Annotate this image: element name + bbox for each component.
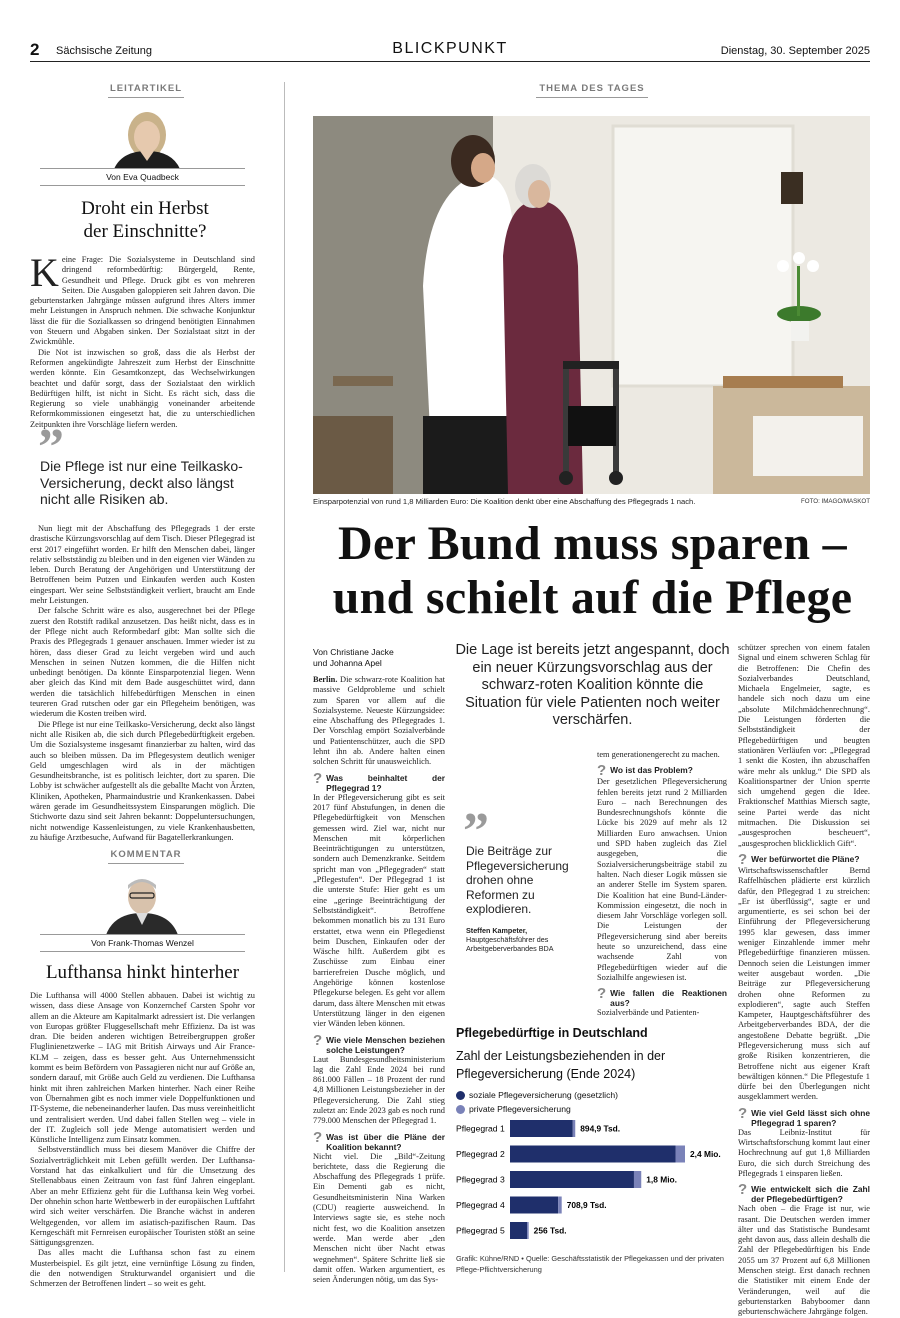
bar-segment-gesetzlich [510, 1197, 558, 1214]
question-6 [738, 850, 870, 868]
authors-line1: Von Christiane Jacke [313, 647, 394, 657]
answer-8: Nach oben – die Frage ist nur, wie rasant. Die Deutschen werden immer älter und das Statistische Bundesamt geht davon aus, dass allein deshalb die Zahl der Pflegebedürftigen bis Ende 2055 um 37 Prozent auf 6,8 Millionen Menschen steigt. Erst danach rechnen die Statistiker mit einem Ende der Veränderungen, weil auf die geburtenstarken Babyboomer dann geburtenschwächere Jahrgänge folgen. [738, 1204, 870, 1317]
leitartikel-p3: Nun liegt mit der Abschaffung des Pflegegrads 1 der erste drastische Kürzungsvorschlag auf dem Tisch. Dieser Pflegegrad ist erst 2017 eingeführt worden. Er hilft den Menschen dabei, länger relativ selbstständig zu bleiben und in den eigenen vier Wänden zu leben. Durch Beratung der Angehörigen und Unterstützung der Betroffenen beim Putzen und Einkaufen werden auch Kosten eingespart. Wer seine Selbstständigkeit verliert, braucht am Ende mehr Leistungen. [30, 524, 255, 606]
article-col-2 [597, 750, 727, 1019]
photo-illustration [313, 116, 870, 494]
question-5-text: Wie fallen die Reaktionen aus? [610, 988, 727, 1009]
answer-6: Wirtschaftswissenschaftler Bernd Raffelhüschen plädierte erst kürzlich dafür, den Pflegegrad 1 zu streichen: „Er ist überflüssig“, sagte er und argumentierte, es sei schon bei der Einführung der Pflegeversicherung 1995 klar gewesen, dass immer weniger Einzahlende immer mehr Pflegebedürftige finanzieren müssen. Dennoch seien die Leistungen immer weiter ausgebaut worden. „Die Beiträge zur Pflegeversicherung drohen ohne Reformen zu explodieren“, sagte auch Steffen Kampeter, Hauptgeschäftsführer des Arbeitgeberverbandes BDA, der die angestoßene Debatte begrüßt. „Die Pflegeversicherung muss sich auf große Risiken konzentrieren, die Betroffene nicht aus eigener Kraft bewältigen können.“ Die Pflegestufe 1 dürfe bei den Überlegungen nicht ausgeklammert werden. [738, 865, 870, 1102]
category-label: Pflegegrad 5 [456, 1225, 505, 1236]
legend-label-gesetzlich: soziale Pflegeversicherung (gesetzlich) [469, 1090, 619, 1100]
bar-segment-privat [573, 1120, 575, 1137]
question-2-text: Wie viele Menschen beziehen solche Leistungen? [326, 1034, 445, 1055]
author-photo-quadbeck [112, 103, 182, 169]
question-2 [313, 1031, 445, 1055]
kampeter-attribution [466, 926, 591, 953]
question-1-text: Was beinhaltet der Pflegegrad 1? [326, 772, 445, 793]
thema-kicker: THEMA DES TAGES [536, 83, 648, 98]
answer-4: Der gesetzlichen Pflegeversicherung fehlen bereits jetzt rund 2 Milliarden Euro – nach Berechnungen des Bundesrechnungshofs könnte die Lücke bis 2029 auf mehr als 12 Milliarden Euro anwachsen. Union und SPD haben zugleich das Ziel ausgegeben, die Sozialversicherungsbeiträge stabil zu halten. Nach dieser Logik müssen sie an anderer Stelle im System sparen. Die Koalition hat eine Bund-Länder-Kommission eingesetzt, die noch in diesem Jahr Vorschläge vorlegen soll. Die Leistungen der Pflegeversicherung sind aber bereits heute so unzureichend, dass eine wachsende Zahl von Pflegebedürftigen wieder auf die Sozialhilfe angewiesen ist. [597, 777, 727, 982]
question-icon: ? [738, 1181, 748, 1199]
answer-3: Nicht viel. Die „Bild“-Zeitung berichtete, dass die Regierung die Abschaffung des Pflegegrads 1 prüfe. Ein Dementi gab es nicht, Gesundheitsministerin Nina Warken (CDU) reagierte ausweichend. In Interviews sagte sie, es stehe noch nicht fest, wo die Koalition ansetzen werde. Man werde aber „den Menschen nicht über Nacht etwas wegnehmen“. Spätere Schritte ließ sie damit offen. Warken argumentiert, es seien Änderungen nötig, um das Sys- [313, 1151, 445, 1285]
photo-caption: Einsparpotenzial von rund 1,8 Milliarden Euro: Die Koalition denkt über eine Abschaffung des Pflegegrads 1 nach. [313, 497, 696, 506]
column-divider [284, 82, 285, 1272]
legend-item-gesetzlich [456, 1090, 618, 1100]
page-header [30, 40, 870, 62]
bar-segment-gesetzlich [510, 1222, 527, 1239]
leitartikel-body-2 [30, 524, 255, 843]
kommentar-body [30, 991, 255, 1290]
leitartikel-p1: eine Frage: Die Sozialsysteme in Deutschland sind dringend reformbedürftig: Bürgergeld, Rente, Gesundheit und Pflege. Druck gibt es von mehreren Seiten. Die Ausgaben galoppieren seit Jahren davon. Die geburtenstarken Jahrgänge müssen aufgrund ihres Alters immer mehr Leistungen in Anspruch nehmen. Die schwache Konjunktur lässt die für die Sozialkassen so dringend benötigten Einnahmen von Steuern und Abgaben sinken. Der Sozialstaat sitzt in der Zwickmühle. [30, 255, 255, 347]
question-icon: ? [738, 1104, 748, 1122]
legend-swatch-gesetzlich [456, 1091, 465, 1100]
article-col-3 [738, 643, 870, 1318]
bar-segment-gesetzlich [510, 1171, 634, 1188]
kommentar-headline: Lufthansa hinkt hinterher [45, 962, 240, 983]
question-3-text: Was ist über die Pläne der Koalition bekannt? [326, 1131, 445, 1152]
category-label: Pflegegrad 3 [456, 1174, 505, 1185]
bar-segment-privat [558, 1197, 562, 1214]
section-title: BLICKPUNKT [392, 40, 508, 57]
bar-segment-gesetzlich [510, 1120, 573, 1137]
kampeter-quote: Die Beiträge zur Pflegeversicherung drohen ohne Reformen zu explodieren. [466, 844, 569, 916]
kommentar-p2: Selbstverständlich muss bei diesem Manöver die Chiffre der Sozialverträglichkeit mit Leben gefüllt werden. Der Lufthansa-Vorstand hat das einkalkuliert und für die Umsetzung des Stellenabbaus einen Zeitraum von fast fünf Jahren eingeplant. Aber an mehr Effizienz geht für die Lufthansa kein Weg vorbei. Der ohnehin schon harte Wettbewerb in der europäischen Luftfahrt wird sich weiter verschärfen. Die Branche wächst in anderen Weltgegenden, vor allem im asiatisch-pazifischen Raum. Das Kerngeschäft mit Fernreisen europäischer Touristen stößt an seine Sättigungsgrenzen. [30, 1145, 255, 1248]
answer-2: Laut Bundesgesundheitsministerium lag die Zahl Ende 2024 bei rund 861.000 Fällen – 18 Prozent der rund 4,8 Millionen Leistungsbezieher in der Pflegeversicherung. Die Zahl stieg zuletzt an: Ende 2023 gab es noch rund 779.000 Menschen der Pflegegrad 1. [313, 1054, 445, 1126]
lead-photo [313, 116, 870, 494]
question-icon: ? [313, 1031, 323, 1049]
chart-subtitle: Zahl der Leistungsbeziehenden in der Pflegeversicherung (Ende 2024) [456, 1049, 666, 1081]
quote-icon-2: ” [463, 803, 489, 860]
question-8-text: Wie entwickelt sich die Zahl der Pflegebedürftigen? [751, 1184, 870, 1205]
value-label: 256 Tsd. [533, 1225, 567, 1236]
leitartikel-kicker: LEITARTIKEL [108, 83, 184, 98]
bar-segment-privat [527, 1222, 529, 1239]
question-7 [738, 1104, 870, 1128]
question-icon: ? [313, 769, 323, 787]
quote-icon: ” [38, 419, 64, 476]
question-7-text: Wie viel Geld lässt sich ohne Pflegegrad 1 sparen? [751, 1107, 870, 1128]
chart-title: Pflegebedürftige in Deutschland [456, 1026, 648, 1040]
question-6-text: Wer befürwortet die Pläne? [751, 853, 860, 864]
answer-1: In der Pflegeversicherung gibt es seit 2017 fünf Abstufungen, in denen die Pflegebedürftigkeit von Menschen gemessen wird. Ziel war, nicht nur Menschen mit körperlichen Beeinträchtigungen zu unterstützen, sondern auch Demenzkranke. Seitdem spricht man von „Pflegegraden“ statt „Pflegestufen“. Der Pflegegrad 1 ist die unterste Stufe: Hier geht es um eine „geringe Beeinträchtigung der Selbstständigkeit“. Betroffene bekommen monatlich bis zu 131 Euro erstattet, etwa wenn ein Pflegedienst beim Duschen, Einkaufen oder der Wäsche hilft. Außerdem gibt es Zuschüsse zum Einbau einer barrierefreien Dusche möglich, und Angehörige können kostenlose Pflegekurse belegen. Es geht vor allem darum, dass ältere Menschen mit etwas Unterstützung länger in den eigenen vier Wänden leben können. [313, 792, 445, 1029]
newspaper-name: Sächsische Zeitung [56, 45, 152, 57]
quote-role: Hauptgeschäftsführer des Arbeitgeberverbandes BDA [466, 935, 554, 953]
category-label: Pflegegrad 2 [456, 1149, 505, 1159]
question-3 [313, 1128, 445, 1152]
leitartikel-body-1 [30, 250, 255, 430]
answer-5-cont: schützer sprechen von einem fatalen Signal und einem schweren Schlag für die Betroffenen: Die Chefin des Sozialverbandes Deutschland, Michaela Engelmeier, sagte, es handele sich noch dazu um eine „absolute Milchmädchenrechnung“. Die Leistungen förderten die Selbstständigkeit der Pflegebedürftigen und beugten stationären Verläufen vor: „Pflegegrad 1 senkt die Kosten, ihn abzuschaffen wäre mehr als unklug.“ Die SPD als Koalitionspartner der Union sperrte sich umgehend gegen die Idee. Fraktionschef Matthias Miersch sagte, seine Partei werde das nicht mitmachen. Die Diskussion sei „ausgesprochen bescheuert“, „ausgesprochen blicklicklich Gift“. [738, 643, 870, 848]
leitartikel-pull-quote: Die Pflege ist nur eine Teilkasko-Versicherung, deckt also längst nicht alle Risiken ab. [40, 458, 243, 507]
main-headline-line2: und schielt auf die Pflege [332, 571, 853, 624]
article-col-1 [313, 675, 445, 1285]
value-label: 1,8 Mio. [646, 1174, 677, 1185]
col2-continuation: tem generationengerecht zu machen. [597, 750, 720, 759]
question-4 [597, 762, 727, 780]
question-icon: ? [313, 1128, 323, 1146]
bar-segment-privat [634, 1171, 641, 1188]
category-label: Pflegegrad 4 [456, 1200, 505, 1210]
leitartikel-byline: Von Eva Quadbeck [40, 168, 245, 186]
value-label: 2,4 Mio. [690, 1149, 721, 1159]
question-4-text: Wo ist das Problem? [610, 765, 693, 776]
dropcap: K [30, 250, 59, 295]
answer-5: Sozialverbände und Patienten- [597, 1008, 700, 1018]
chart-source: Grafik: Kühne/RND • Quelle: Geschäftsstatistik der Pflegekassen und der privaten Pflege-Pflichtversicherung [456, 1254, 724, 1274]
article-lede: Die Lage ist bereits jetzt angespannt, doch ein neuer Kürzungsvorschlag aus der schwarz-roten Koalition könnte die Situation für viele Patienten noch weiter verschärfen. [455, 642, 730, 728]
kommentar-kicker: KOMMENTAR [108, 849, 184, 864]
category-label: Pflegegrad 1 [456, 1123, 505, 1134]
bar-chart [452, 1118, 732, 1248]
leitartikel-p5: Die Pflege ist nur eine Teilkasko-Versicherung, deckt also längst nicht alle Risiken ab, die sich durch Pflegebedürftigkeit ergeben. Um die Sozialsysteme insgesamt finanzierbar zu halten, wird das auch so bleiben müssen. Da im Pflegesystem deutlich weniger Geld umgeschlagen wird als in der mächtigen Gesundheitsbranche, ist es politisch leichter, dort zu sparen. Die Lobby ist schwächer aufgestellt als die geballte Macht von Ärzten, Kliniken, Apotheken, Pharmaindustrie und Krankenkassen. Dabei wären gerade im Gesundheitssystem Einsparungen möglich. Die Stichworte dazu sind seit Jahren bekannt: Doppeluntersuchungen, nicht notwendige Kassenleistungen, zu viele Krankenhausbetten, zu häufige Arztbesuche, Aufwand für Bagatellerkrankungen. [30, 719, 255, 842]
question-icon: ? [738, 850, 748, 868]
authors-line2: und Johanna Apel [313, 657, 382, 668]
leitartikel-p4: Der falsche Schritt wäre es also, ausgerechnet bei der Pflege zuerst den Rotstift radikal anzusetzen. Das heißt nicht, dass es in der Pflege nicht auch Reformbedarf gibt: Man sollte sich die Praxis des Pflegegrads 1 genauer anschauen. Immer wieder ist zu hören, dass dieser Grad zu leicht vergeben wird und auch Menschen in seinen Nutzen kommen, die die Hilfen nicht unbedingt benötigen. Da könnte Einsparpotenzial liegen. Wenn aber gleich das Kind mit dem Bade ausgeschüttet wird, dann werden die tatsächlich hilfebedürftigen Menschen in einen teureren Grad rutschen oder gar ein Pflegeheim benötigen, was wiederum die Kosten treiben wird. [30, 606, 255, 719]
quote-name: Steffen Kampeter, [466, 926, 528, 935]
main-headline-line1: Der Bund muss sparen – [338, 517, 847, 570]
issue-date: Dienstag, 30. September 2025 [720, 45, 870, 57]
bar-segment-gesetzlich [510, 1146, 676, 1163]
page-number: 2 [30, 40, 40, 59]
main-headline [300, 517, 885, 625]
kommentar-p3: Das alles macht die Lufthansa schon fast zu einem Musterbeispiel. Es gilt jetzt, eine vernünftige Lösung zu finden, die den notwendigen Strukturwandel organisiert und die Schmerzen der Betroffenen lindert – so weit es geht. [30, 1248, 255, 1289]
author-photo-wenzel [102, 869, 182, 935]
legend-label-privat: private Pflegeversicherung [469, 1104, 571, 1114]
question-1 [313, 769, 445, 793]
value-label: 894,9 Tsd. [580, 1123, 621, 1134]
question-8 [738, 1181, 870, 1205]
question-5 [597, 985, 727, 1009]
leitartikel-p2: Die Not ist inzwischen so groß, dass die als Herbst der Reformen angekündigte Jahreszeit zum Herbst der Einschnitte werden könnte. Ein Gesamtkonzept, das Wechselwirkungen beachtet und dafür sorgt, dass der Sozialstaat den wirklich Bedürftigen hilft, ist nicht in Sicht. Es rächt sich, dass die Regierung so viele unabhängig voneinander arbeitende Reformkommissionen eingesetzt hat, die zu unterschiedlichen Zeitpunkten ihre Vorschläge liefern werden. [30, 347, 255, 429]
legend-item-privat [456, 1104, 571, 1114]
question-icon: ? [597, 985, 607, 1003]
photo-credit: FOTO: IMAGO/MASKOT [801, 498, 870, 505]
bar-segment-privat [676, 1146, 685, 1163]
legend-swatch-privat [456, 1105, 465, 1114]
leitartikel-headline-line2: der Einschnitte? [83, 221, 207, 242]
kommentar-byline: Von Frank-Thomas Wenzel [40, 934, 245, 952]
leitartikel-headline-line1: Droht ein Herbst [81, 198, 209, 219]
dateline: Berlin. [313, 675, 338, 684]
leitartikel-headline [40, 197, 250, 243]
article-intro: Die schwarz-rote Koalition hat massive Geldprobleme und schielt zum Sparen vor allem auf die Sozialsysteme. Neueste Kürzungsidee: eine Abschaffung des Pflegegrades 1. Der Vorschlag empört Sozialverbände und Patientenschützer, auch die SPD lehnt ihn ab. Andere halten einen solchen Schritt für unausweichlich. [313, 675, 445, 767]
value-label: 708,9 Tsd. [566, 1200, 607, 1210]
answer-7: Das Leibniz-Institut für Wirtschaftsforschung kommt laut einer Hochrechnung auf gut 1,8 Milliarden Euro, die sich durch Streichung des Pflegegrads 1 einsparen ließen. [738, 1127, 870, 1178]
article-authors [313, 647, 394, 668]
kommentar-p1: Die Lufthansa will 4000 Stellen abbauen. Dabei ist wichtig zu wissen, dass diese Ansage von Konzernchef Carsten Spohr vor allem an die Akteure am Kapitalmarkt adressiert ist. Die verlangen von Europas größter Fluggesellschaft mehr Effizienz. Da ist was dran. Die beiden anderen wichtigen Betreibergruppen großer Fluglinienetzwerke – IAG mit British Airways und Air France-KLM – zeigen, dass es besser geht. Aus Unternehmenssicht kommt es beim Befördern von Passagieren nicht nur auf Größe an, sondern darauf, mit Größe auch Geld zu verdienen. Die Lufthansa hinkt mit ihren zahlreichen Marken hinterher. Nach einer Reihe von Übernahmen gibt es noch immer viele Doppelfunktionen und IT-Systeme, die nebeneinanderher laufen. Das muss vereinheitlicht und zentralisiert werden. Und dabei fallen Stellen weg – viele in der IT. Zugleich soll jede Menge automatisiert werden und Künstliche Intelligenz zum Einsatz kommen. [30, 991, 255, 1145]
question-icon: ? [597, 762, 607, 780]
